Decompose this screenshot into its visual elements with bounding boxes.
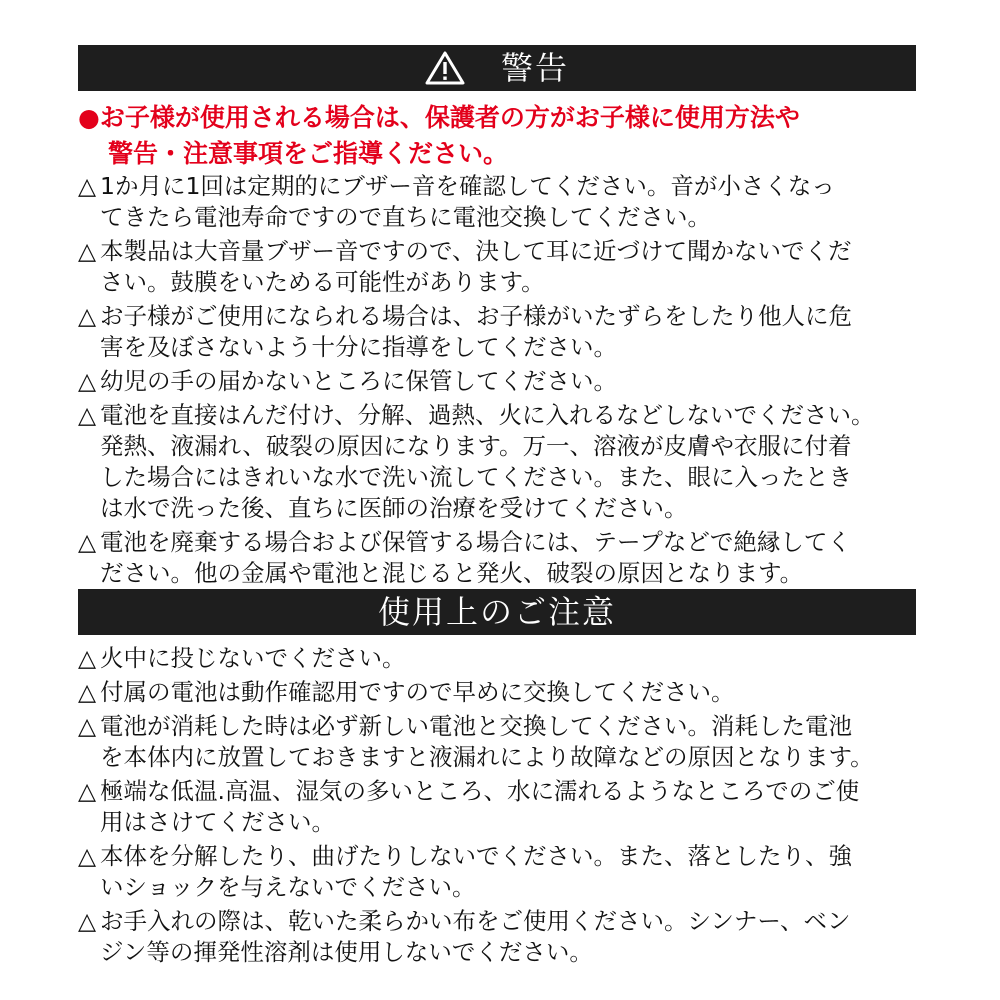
warning-title: 警告: [500, 49, 569, 87]
caution-triangle-icon: △: [78, 367, 97, 395]
warning-triangle-icon: [425, 50, 465, 86]
list-item: [78, 841, 948, 903]
list-item-text: お手入れの際は、乾いた柔らかい布をご使用ください。シンナー、ベン: [100, 907, 851, 935]
list-item-text: 付属の電池は動作確認用ですので早めに交換してください。: [100, 678, 735, 706]
list-item: [78, 301, 948, 363]
caution-triangle-icon: △: [78, 842, 97, 870]
list-item-text: 1か月に1回は定期的にブザー音を確認してください。音が小さくなっ: [100, 172, 835, 200]
caution-triangle-icon: △: [78, 712, 97, 740]
caution-triangle-icon: △: [78, 172, 97, 200]
caution-triangle-icon: △: [78, 678, 97, 706]
list-item: [78, 906, 948, 968]
caution-triangle-icon: △: [78, 907, 97, 935]
list-item-text: 火中に投じないでください。: [100, 644, 406, 672]
child-use-notice-line1: ●お子様が使用される場合は、保護者の方がお子様に使用方法や: [78, 103, 800, 132]
warning-list: [78, 171, 948, 592]
list-item-text: 電池を直接はんだ付け、分解、過熱、火に入れるなどしないでください。: [100, 401, 875, 429]
list-item-text: 害を及ぼさないよう十分に指導をしてください。: [100, 333, 617, 361]
list-item: [78, 643, 948, 674]
usage-list: [78, 643, 948, 971]
list-item-text: 極端な低温.高温、湿気の多いところ、水に濡れるようなところでのご使: [100, 777, 860, 805]
usage-header: [78, 589, 916, 635]
usage-title: 使用上のご注意: [377, 593, 616, 631]
caution-triangle-icon: △: [78, 644, 97, 672]
list-item: [78, 527, 948, 589]
list-item: [78, 711, 948, 773]
list-item-text: 電池が消耗した時は必ず新しい電池と交換してください。消耗した電池: [100, 712, 852, 740]
list-item-text: ださい。他の金属や電池と混じると発火、破裂の原因となります。: [100, 559, 804, 587]
caution-triangle-icon: △: [78, 401, 97, 429]
list-item-text: 本体を分解したり、曲げたりしないでください。また、落としたり、強: [100, 842, 852, 870]
list-item-text: さい。鼓膜をいためる可能性があります。: [100, 268, 545, 296]
list-item-text: いショックを与えないでください。: [100, 873, 476, 901]
list-item-text: 発熱、液漏れ、破裂の原因になります。万一、溶液が皮膚や衣服に付着: [100, 432, 852, 460]
list-item-text: 幼児の手の届かないところに保管してください。: [100, 367, 617, 395]
child-use-notice-line2: 警告・注意事項をご指導ください。: [108, 139, 509, 168]
list-item-text: お子様がご使用になられる場合は、お子様がいたずらをしたり他人に危: [100, 302, 852, 330]
list-item-text: 電池を廃棄する場合および保管する場合には、テープなどで絶縁してく: [100, 528, 851, 556]
list-item-text: 本製品は大音量ブザー音ですので、決して耳に近づけて聞かないでくだ: [100, 237, 852, 265]
list-item-text: は水で洗った後、直ちに医師の治療を受けてください。: [100, 494, 688, 522]
list-item-text: ジン等の揮発性溶剤は使用しないでください。: [100, 938, 593, 966]
caution-triangle-icon: △: [78, 528, 97, 556]
list-item-text: てきたら電池寿命ですので直ちに電池交換してください。: [100, 203, 711, 231]
list-item: [78, 677, 948, 708]
warning-header: [78, 45, 916, 91]
child-use-notice: [78, 100, 938, 172]
caution-triangle-icon: △: [78, 237, 97, 265]
list-item: [78, 236, 948, 298]
list-item-text: した場合にはきれいな水で洗い流してください。また、眼に入ったとき: [100, 463, 852, 491]
caution-triangle-icon: △: [78, 302, 97, 330]
caution-triangle-icon: △: [78, 777, 97, 805]
list-item: [78, 776, 948, 838]
list-item: [78, 171, 948, 233]
list-item-text: 用はさけてください。: [100, 808, 335, 836]
list-item: [78, 400, 948, 524]
list-item-text: を本体内に放置しておきますと液漏れにより故障などの原因となります。: [100, 743, 874, 771]
list-item: [78, 366, 948, 397]
